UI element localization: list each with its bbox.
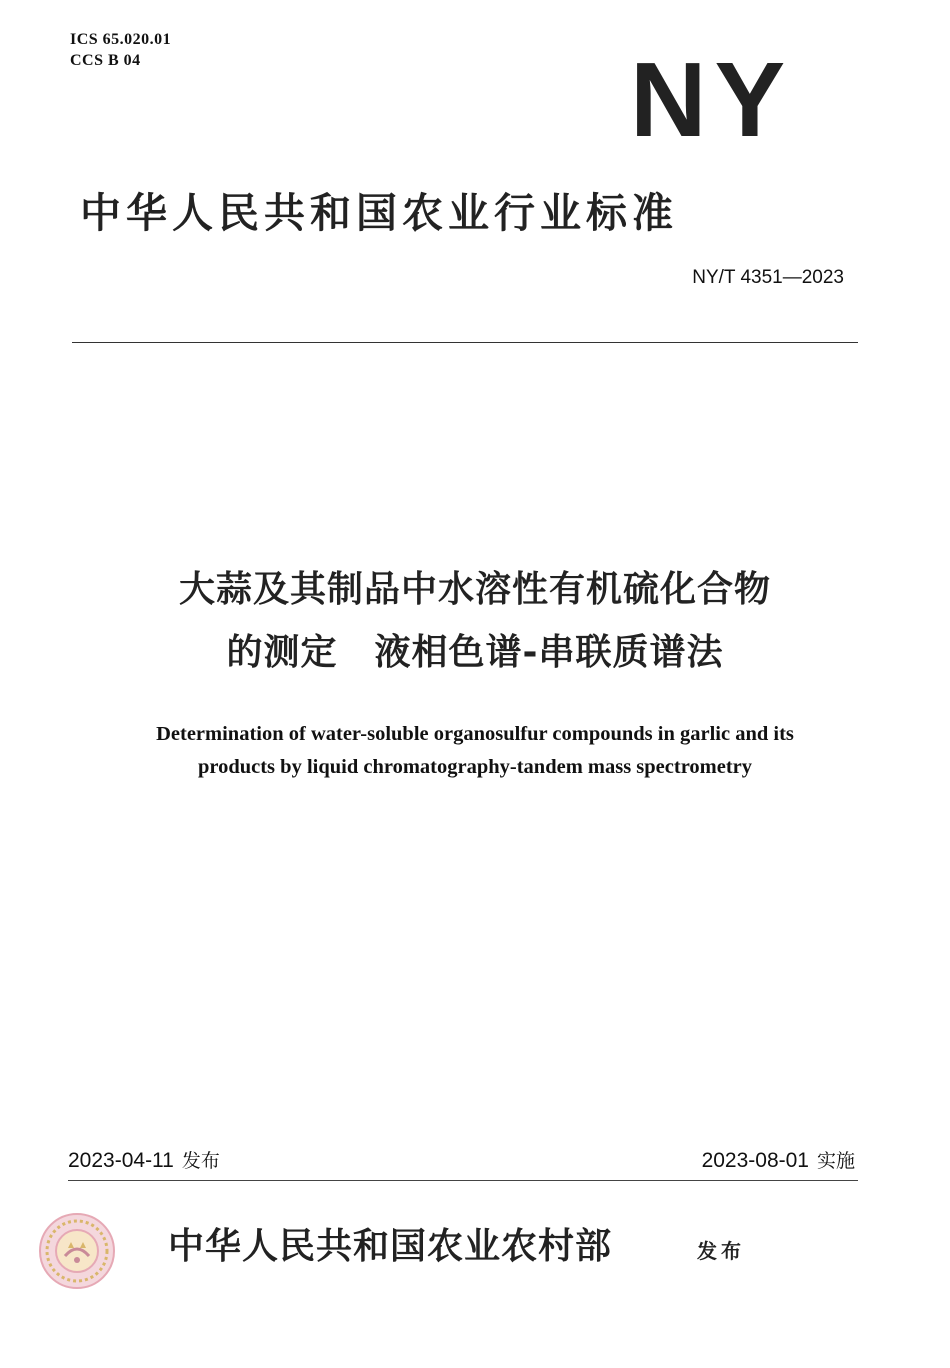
- ministry-emblem-icon: [38, 1212, 116, 1290]
- header-divider: [72, 342, 858, 343]
- issuing-authority: 中华人民共和国农业农村部: [168, 1225, 613, 1267]
- footer-divider: [68, 1180, 858, 1181]
- chinese-title-line-2: 的测定 液相色谱-串联质谱法: [226, 632, 724, 673]
- ics-code: ICS 65.020.01: [70, 31, 172, 48]
- ccs-code: CCS B 04: [70, 52, 141, 69]
- publish-date-row: [68, 1144, 220, 1178]
- issue-label: 发布: [697, 1239, 745, 1263]
- publish-date: 2023-04-11: [68, 1149, 174, 1172]
- implement-label: 实施: [816, 1150, 855, 1172]
- chinese-title-line-1: 大蒜及其制品中水溶性有机硫化合物: [178, 569, 771, 610]
- implement-date: 2023-08-01: [701, 1149, 809, 1172]
- ny-logo: NY: [630, 41, 794, 159]
- publish-label: 发布: [181, 1150, 220, 1172]
- standard-type-title: 中华人民共和国农业行业标准: [80, 189, 678, 237]
- implement-date-row: [702, 1144, 855, 1178]
- english-title-line-2: products by liquid chromatography-tandem mass spectrometry: [197, 756, 753, 778]
- english-title-line-1: Determination of water-soluble organosulfur compounds in garlic and its: [156, 723, 794, 745]
- standard-number: NY/T 4351—2023: [692, 267, 844, 288]
